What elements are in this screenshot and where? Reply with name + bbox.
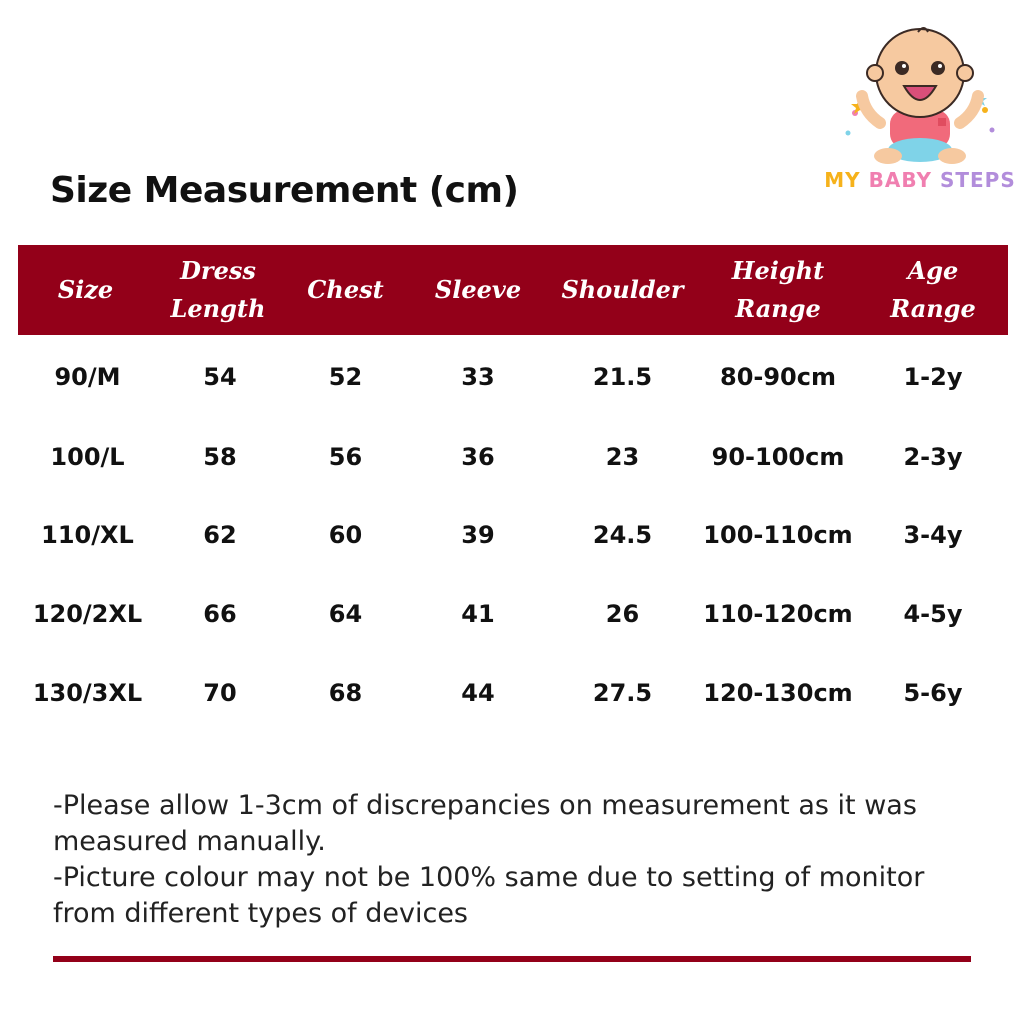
cell-chest: 68: [328, 679, 363, 707]
cell-shoulder: 24.5: [592, 521, 653, 549]
header-size: Size: [57, 275, 114, 304]
measurement-notes: [53, 788, 953, 932]
cell-chest: 64: [328, 600, 363, 628]
cell-shoulder: 27.5: [592, 679, 653, 707]
cell-size: 110/XL: [41, 521, 134, 549]
cell-shoulder: 23: [605, 443, 640, 471]
brand-name: MY BABY STEPS: [824, 168, 1016, 192]
cell-height-range: 80-90cm: [720, 363, 836, 391]
cell-dress-length: 62: [203, 521, 237, 549]
cell-dress-length: 66: [203, 600, 237, 628]
cell-dress-length: 54: [203, 363, 237, 391]
header-age-range: Age Range: [890, 256, 976, 323]
header-sleeve: Sleeve: [434, 275, 522, 304]
cell-age-range: 1-2y: [903, 363, 963, 391]
table-row: [0, 515, 1024, 555]
cell-shoulder: 26: [605, 600, 640, 628]
header-shoulder: Shoulder: [561, 275, 684, 304]
cell-dress-length: 58: [203, 443, 237, 471]
note-colour: -Picture colour may not be 100% same due to setting of monitor from different types of devices: [53, 862, 925, 929]
cell-age-range: 5-6y: [903, 679, 963, 707]
cell-sleeve: 36: [461, 443, 495, 471]
table-row: [0, 357, 1024, 397]
cell-sleeve: 39: [461, 521, 495, 549]
cell-chest: 60: [328, 521, 363, 549]
cell-size: 120/2XL: [32, 600, 143, 628]
header-dress-length: Dress Length: [170, 256, 266, 323]
cell-age-range: 3-4y: [903, 521, 963, 549]
brand-logo: [820, 18, 1020, 208]
cell-size: 130/3XL: [32, 679, 143, 707]
note-discrepancy: -Please allow 1-3cm of discrepancies on measurement as it was measured manually.: [53, 790, 917, 857]
cell-size: 100/L: [50, 443, 125, 471]
cell-sleeve: 44: [461, 679, 495, 707]
cell-sleeve: 41: [461, 600, 495, 628]
baby-illustration: [820, 18, 1020, 168]
page-title: Size Measurement (cm): [50, 170, 519, 211]
cell-chest: 56: [328, 443, 363, 471]
cell-chest: 52: [328, 363, 363, 391]
cell-size: 90/M: [54, 363, 121, 391]
cell-age-range: 4-5y: [903, 600, 963, 628]
table-header: [18, 245, 1008, 335]
table-row: [0, 594, 1024, 634]
bottom-divider: [53, 956, 971, 962]
cell-shoulder: 21.5: [592, 363, 653, 391]
cell-height-range: 100-110cm: [703, 521, 853, 549]
cell-height-range: 90-100cm: [711, 443, 845, 471]
cell-height-range: 110-120cm: [703, 600, 853, 628]
cell-height-range: 120-130cm: [703, 679, 853, 707]
header-chest: Chest: [307, 275, 384, 304]
cell-age-range: 2-3y: [903, 443, 963, 471]
header-height-range: Height Range: [731, 256, 825, 323]
table-row: [0, 673, 1024, 713]
cell-sleeve: 33: [461, 363, 495, 391]
cell-dress-length: 70: [203, 679, 237, 707]
table-row: [0, 437, 1024, 477]
